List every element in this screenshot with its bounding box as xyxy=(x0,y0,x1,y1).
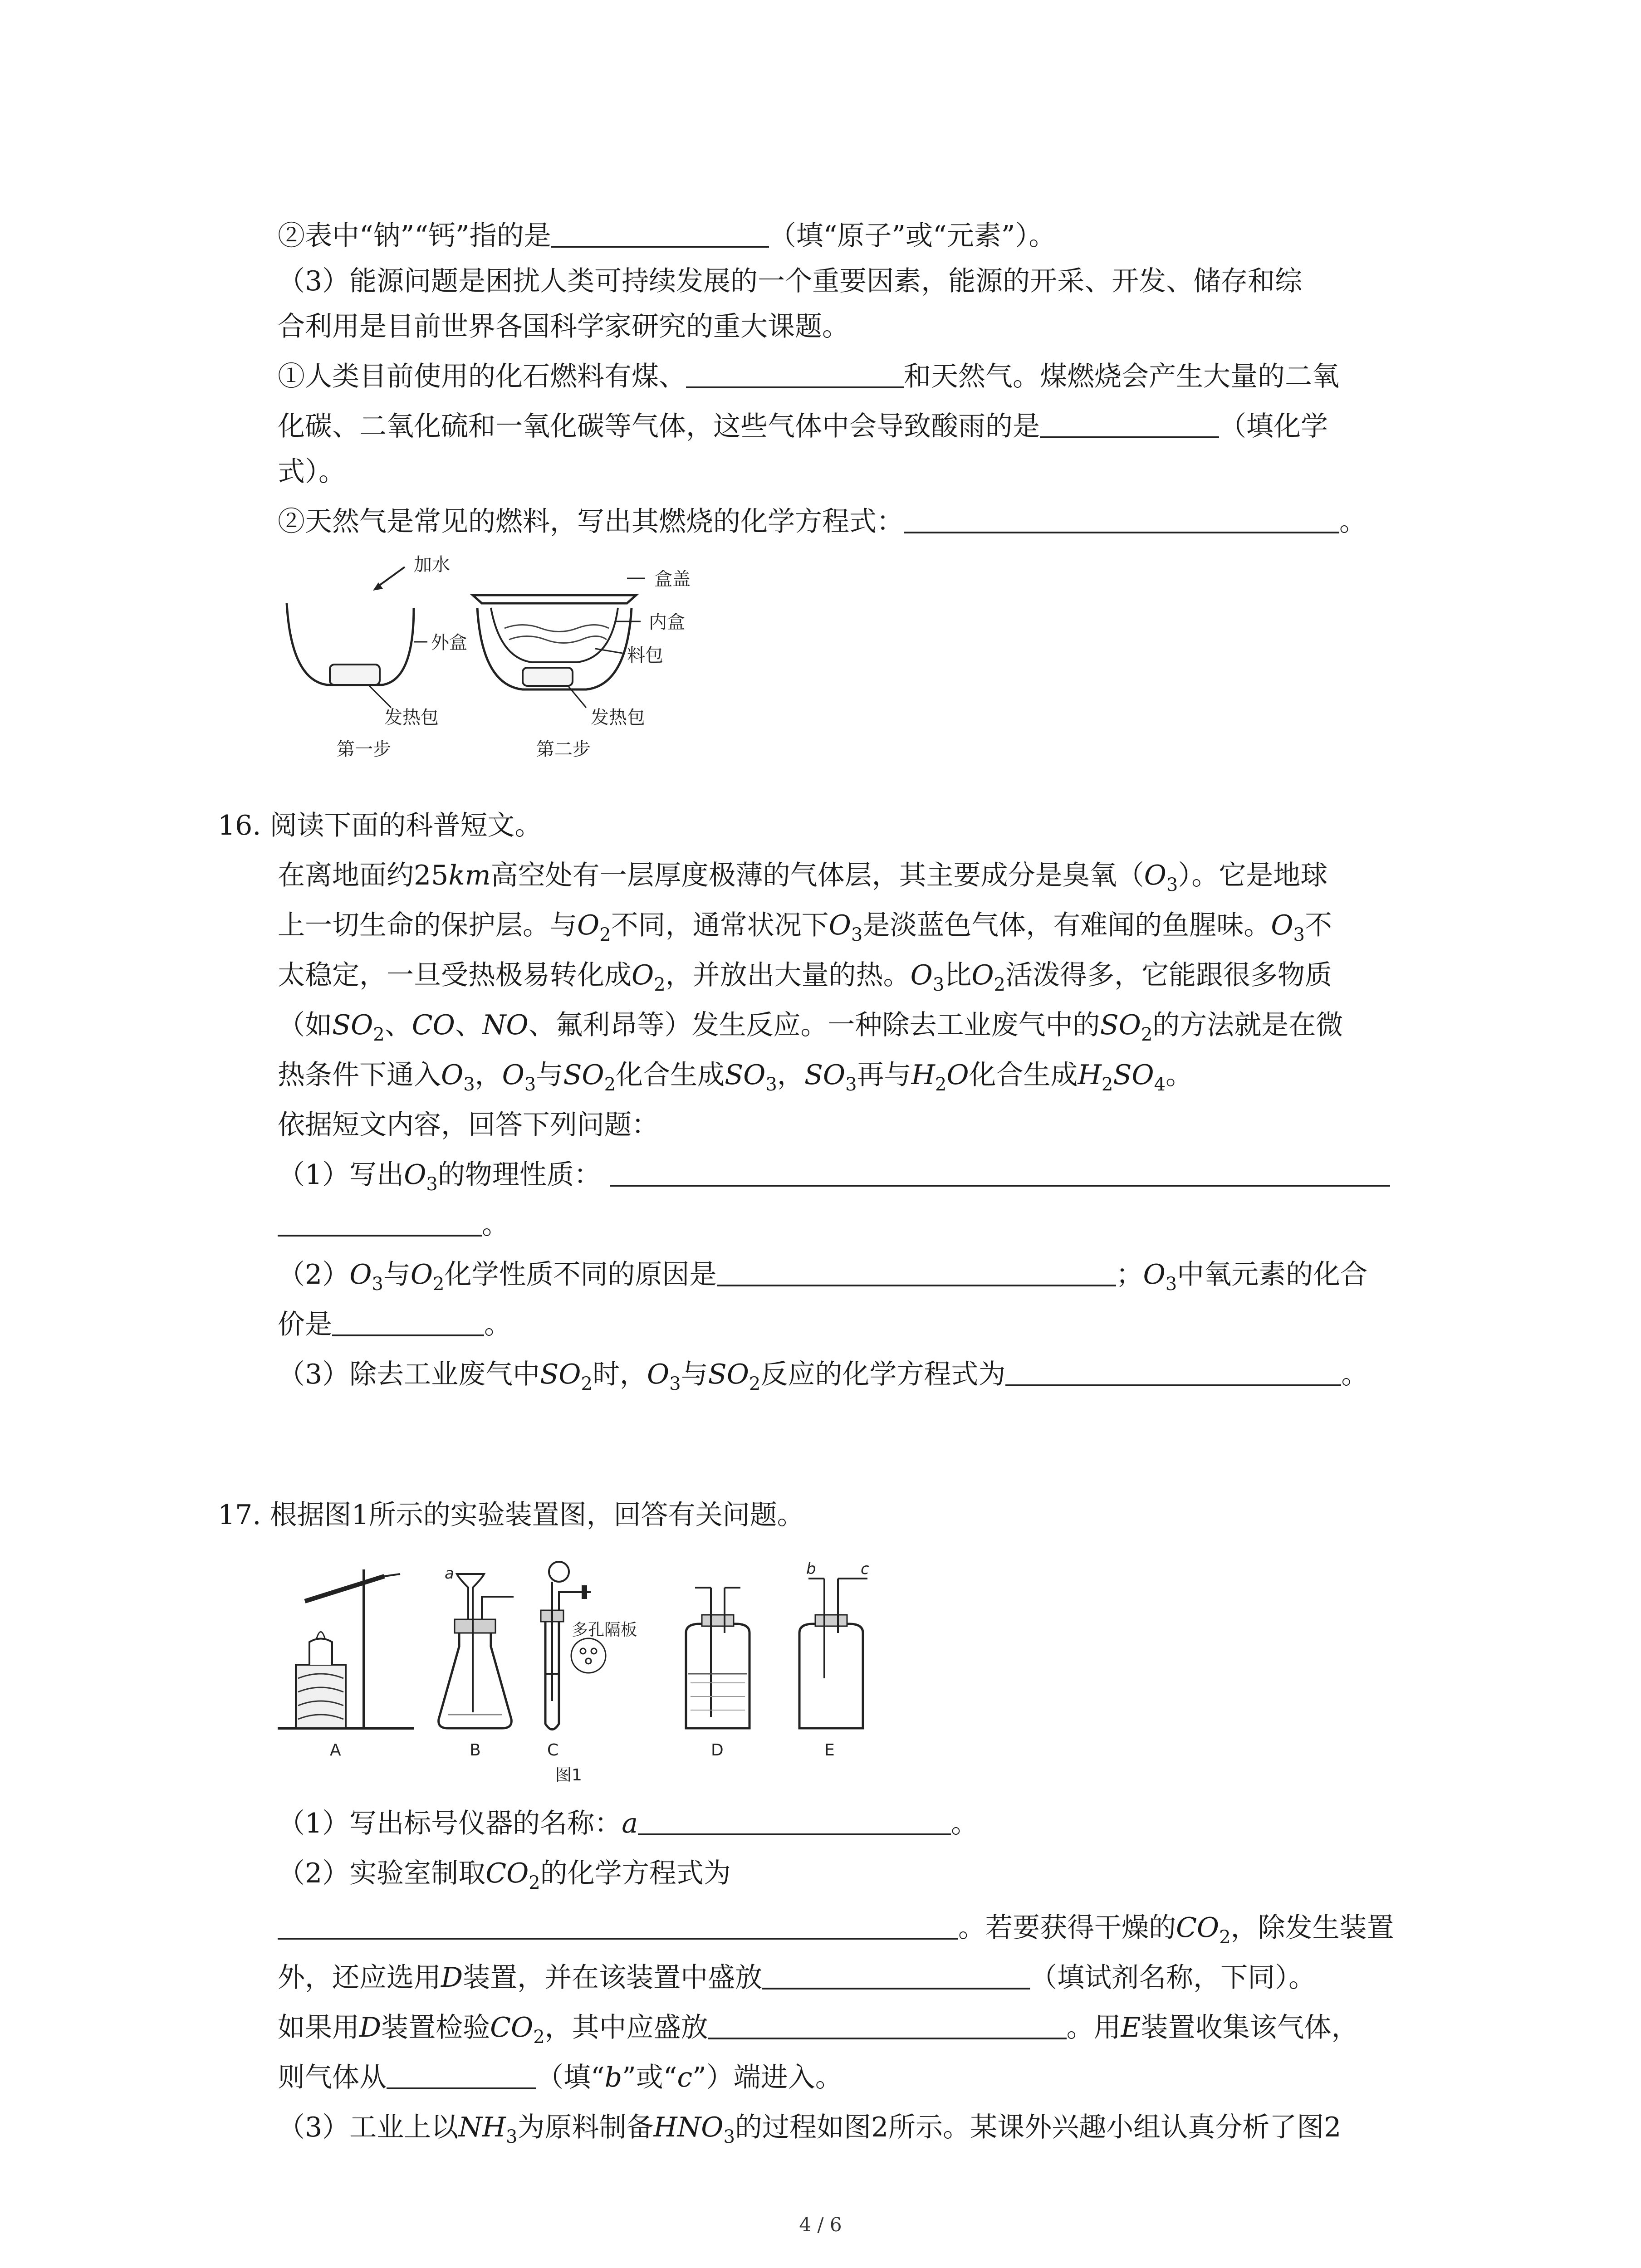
text: （填化学 xyxy=(1219,411,1328,442)
label-a-upper: A xyxy=(330,1741,341,1760)
arrow-line xyxy=(378,567,405,586)
answer-blank[interactable] xyxy=(1040,408,1219,438)
self-heating-box-figure xyxy=(278,544,754,762)
answer-blank[interactable] xyxy=(387,2059,536,2089)
apparatus-b xyxy=(439,1564,514,1760)
q16-q2-line2: 价是 。 xyxy=(278,1306,511,1343)
question-number: 17. xyxy=(218,1499,261,1531)
answer-blank[interactable] xyxy=(708,2009,1067,2039)
label-lid: 盒盖 xyxy=(654,569,691,590)
answer-blank[interactable] xyxy=(717,1256,1116,1286)
label-c-upper: C xyxy=(547,1741,559,1760)
text: ②天然气是常见的燃料，写出其燃烧的化学方程式： xyxy=(278,506,904,538)
label-outer-box: 外盒 xyxy=(431,632,467,653)
apparatus-c xyxy=(541,1562,637,1760)
label-add-water: 加水 xyxy=(414,554,450,575)
answer-blank[interactable] xyxy=(278,1910,958,1940)
q15-3-item1-line3 xyxy=(278,454,346,490)
q15-3-item1-line1 xyxy=(278,358,1339,395)
apparatus-e xyxy=(799,1560,869,1760)
apparatus-d xyxy=(686,1588,749,1760)
q15-3-line1 xyxy=(278,263,1302,299)
q16-para-line3: 太稳定，一旦受热极易转化成$O_2$，并放出大量的热。$O_3$比$O_2$活泼得多，它能跟很多物质 xyxy=(278,959,1332,995)
label-ingredient-pack: 料包 xyxy=(627,645,663,666)
q16-q1-line: （1）写出$O_3$的物理性质： xyxy=(278,1157,1390,1193)
q16-para-line5: 热条件下通入$O_3$，$O_3$与$SO_2$化合生成$SO_3$，$SO_3$再与$H_2O$化合生成$H_2SO_4$。 xyxy=(278,1059,1193,1095)
question-number: 16. xyxy=(218,810,261,841)
answer-blank[interactable] xyxy=(1005,1356,1341,1386)
answer-blank[interactable] xyxy=(686,358,904,388)
q17-q2-line4: 如果用D装置检验$CO_2$，其中应盛放 。用E装置收集该气体， xyxy=(278,2009,1358,2046)
q16-q2-line: $(2)O_3$与$O_2$化学性质不同的原因是 ；$O_3$中氧元素的化合 xyxy=(278,1256,1367,1293)
heat-pack-shape xyxy=(330,665,380,685)
q17-q2-line1: （2）实验室制取$CO_2$的化学方程式为 xyxy=(278,1857,731,1893)
text: （填“原子”或“元素”）。 xyxy=(769,220,1056,252)
q17-q2-line3: 外，还应选用D装置，并在该装置中盛放 （填试剂名称，下同）。 xyxy=(278,1960,1316,1996)
figure-caption: 图1 xyxy=(555,1766,582,1784)
label-b-upper: B xyxy=(470,1741,481,1760)
q16-prompt: 依据短文内容，回答下列问题： xyxy=(278,1109,659,1141)
q17-title-line xyxy=(218,1497,804,1533)
q15-3-line2 xyxy=(278,308,849,345)
text: ①人类目前使用的化石燃料有煤、 xyxy=(278,361,686,392)
q15-3-item2-line xyxy=(278,503,1367,540)
q17-q1-line: （1）写出标号仪器的名称：a 。 xyxy=(278,1805,978,1842)
text: ②表中“钠”“钙”指的是 xyxy=(278,220,551,252)
q16-q1-line2: 。 xyxy=(278,1207,509,1243)
noodle-lines xyxy=(505,625,609,632)
label-b-port: b xyxy=(806,1560,816,1578)
text: 。 xyxy=(1339,506,1367,538)
lab-apparatus-figure xyxy=(278,1560,922,1787)
label-a-instrument: a xyxy=(445,1564,454,1583)
q16-para-line4: （如$SO_2$、CO、NO、氟利昂等）发生反应。一种除去工业废气中的$SO_2$的方法就是在微 xyxy=(278,1009,1343,1045)
answer-blank[interactable] xyxy=(610,1157,1390,1187)
q16-para-line1: 在离地面约25km高空处有一层厚度极薄的气体层，其主要成分是臭氧$(O_3)$。它是地球 xyxy=(278,860,1328,895)
text: 和天然气。煤燃烧会产生大量的二氧 xyxy=(904,361,1339,392)
label-step1: 第一步 xyxy=(337,739,391,760)
q16-title-line xyxy=(218,807,542,844)
q17-q2-line5: 则气体从 （填“b”或“c”）端进入。 xyxy=(278,2059,843,2096)
page-number: 4 / 6 xyxy=(799,2214,842,2236)
inner-box-shape xyxy=(491,608,618,662)
leader-line xyxy=(368,685,391,708)
lid-shape xyxy=(473,595,636,603)
heat-pack-shape xyxy=(523,668,573,686)
question-title: 根据图1所示的实验装置图，回答有关问题。 xyxy=(269,1499,804,1531)
label-inner-box: 内盒 xyxy=(649,612,685,633)
answer-blank[interactable] xyxy=(332,1306,484,1336)
q16-q3-line: （3）除去工业废气中$SO_2$时，$O_3$与$SO_2$反应的化学方程式为 。 xyxy=(278,1356,1368,1393)
label-heat-pack: 发热包 xyxy=(384,707,439,728)
q17-q2-line2: 。若要获得干燥的$CO_2$，除发生装置 xyxy=(278,1910,1394,1946)
question-title: 阅读下面的科普短文。 xyxy=(269,810,542,841)
q17-q3-line: （3）工业上以$NH_3$为原料制备$HNO_3$的过程如图2所示。某课外兴趣小组认真分析了图2 xyxy=(278,2112,1342,2147)
noodle-lines xyxy=(509,636,607,643)
text: 式）。 xyxy=(278,456,346,488)
q15-3-item1-line2 xyxy=(278,408,1328,445)
q15-2-item2-line xyxy=(278,218,1056,254)
label-c-port: c xyxy=(861,1560,869,1578)
text: 合利用是目前世界各国科学家研究的重大课题。 xyxy=(278,311,849,342)
label-porous-plate: 多孔隔板 xyxy=(572,1621,637,1639)
label-d-upper: D xyxy=(711,1741,724,1760)
label-heat-pack: 发热包 xyxy=(591,707,645,728)
q16-para-line2: 上一切生命的保护层。与$O_2$不同，通常状况下$O_3$是淡蓝色气体，有难闻的鱼腥味。$O_3$不 xyxy=(278,909,1332,945)
answer-blank[interactable] xyxy=(762,1960,1030,1989)
answer-blank[interactable] xyxy=(638,1805,951,1835)
label-e-upper: E xyxy=(824,1741,835,1760)
text: （3）能源问题是困扰人类可持续发展的一个重要因素，能源的开采、开发、储存和综 xyxy=(278,265,1303,297)
answer-blank[interactable] xyxy=(904,503,1339,533)
text: 化碳、二氧化硫和一氧化碳等气体，这些气体中会导致酸雨的是 xyxy=(278,411,1040,442)
label-step2: 第二步 xyxy=(536,739,591,760)
answer-blank[interactable] xyxy=(551,218,769,248)
answer-blank[interactable] xyxy=(278,1207,482,1237)
apparatus-a xyxy=(278,1569,414,1760)
